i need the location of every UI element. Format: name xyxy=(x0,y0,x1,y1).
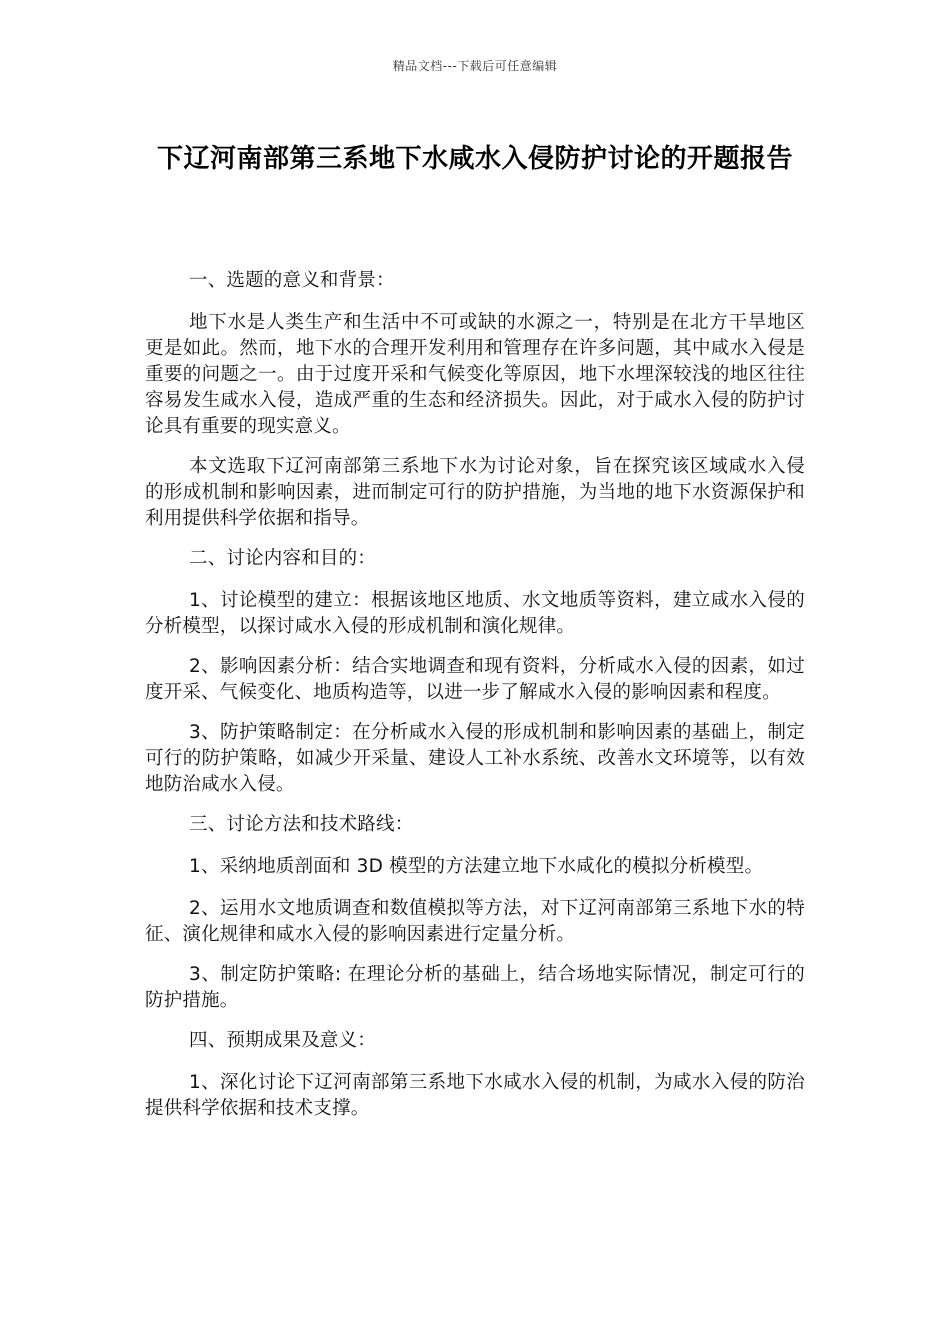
document-body xyxy=(145,268,805,1136)
paragraph-content-item-3: 3、防护策略制定：在分析咸水入侵的形成机制和影响因素的基础上，制定可行的防护策略，如减少开采量、建设人工补水系统、改善水文环境等，以有效地防治咸水入侵。 xyxy=(145,722,805,795)
section-heading-significance: 一、选题的意义和背景： xyxy=(189,270,395,291)
paragraph-content-item-2: 2、影响因素分析：结合实地调查和现有资料，分析咸水入侵的因素，如过度开采、气候变化、地质构造等，以进一步了解咸水入侵的影响因素和程度。 xyxy=(145,656,805,703)
section-heading-outcomes: 四、预期成果及意义： xyxy=(189,1030,377,1051)
document-title: 下辽河南部第三系地下水咸水入侵防护讨论的开题报告 xyxy=(156,144,793,174)
section-heading-content: 二、讨论内容和目的： xyxy=(189,548,377,569)
paragraph-content-item-1: 1、讨论模型的建立：根据该地区地质、水文地质等资料，建立咸水入侵的分析模型，以探讨咸水入侵的形成机制和演化规律。 xyxy=(145,590,805,637)
header-note: 精品文档---下载后可任意编辑 xyxy=(392,59,558,73)
paragraph-outcome-item-1: 1、深化讨论下辽河南部第三系地下水咸水入侵的机制，为咸水入侵的防治提供科学依据和技术支撑。 xyxy=(145,1072,805,1119)
paragraph-method-item-2: 2、运用水文地质调查和数值模拟等方法，对下辽河南部第三系地下水的特征、演化规律和咸水入侵的影响因素进行定量分析。 xyxy=(145,898,805,945)
paragraph-background: 地下水是人类生产和生活中不可或缺的水源之一，特别是在北方干旱地区更是如此。然而，地下水的合理开发利用和管理存在许多问题，其中咸水入侵是重要的问题之一。由于过度开采和气候变化等原因，地下水埋深较浅的地区往往容易发生咸水入侵，造成严重的生态和经济损失。因此，对于咸水入侵的防护讨论具有重要的现实意义。 xyxy=(145,312,805,437)
paragraph-method-item-3: 3、制定防护策略: 在理论分析的基础上，结合场地实际情况，制定可行的防护措施。 xyxy=(145,964,805,1011)
paragraph-objective: 本文选取下辽河南部第三系地下水为讨论对象，旨在探究该区域咸水入侵的形成机制和影响因素，进而制定可行的防护措施，为当地的地下水资源保护和利用提供科学依据和指导。 xyxy=(145,456,805,529)
section-heading-methods: 三、讨论方法和技术路线： xyxy=(189,814,414,835)
paragraph-method-item-1: 1、采纳地质剖面和 3D 模型的方法建立地下水咸化的模拟分析模型。 xyxy=(189,856,764,877)
